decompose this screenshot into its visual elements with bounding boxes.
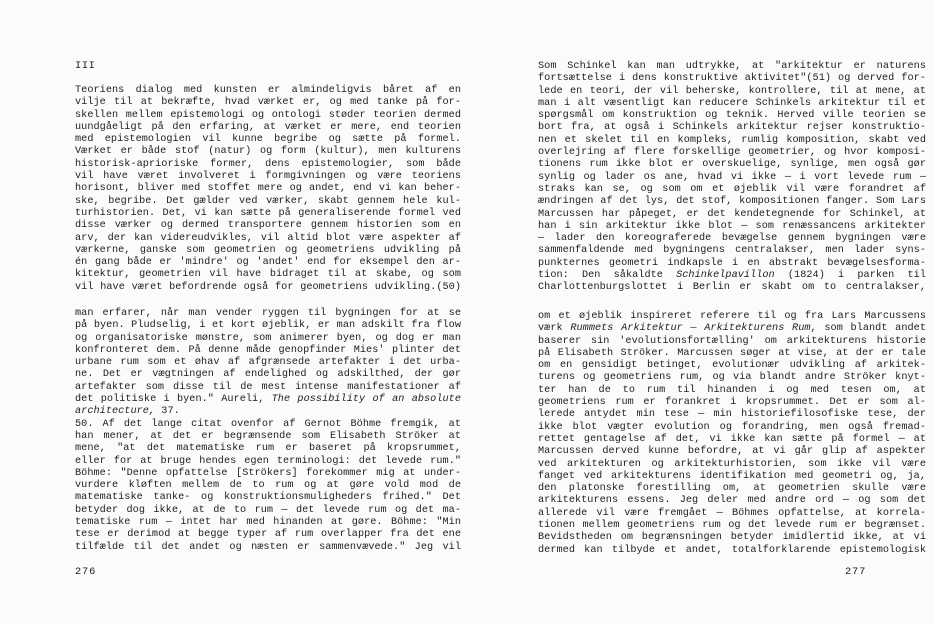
text-segment: mene, "at det matematiske rum er baseret på kropsrummet,: [75, 443, 461, 455]
text-line: [75, 146, 461, 158]
text-line: [75, 245, 461, 257]
text-line: [75, 443, 461, 455]
text-line: [538, 245, 926, 257]
text-line: [538, 110, 926, 122]
text-line: [75, 333, 461, 345]
text-line: [75, 159, 461, 171]
text-segment: vil have været involveret i formgivningen og være teoriens: [75, 171, 461, 183]
text-line: [538, 397, 926, 409]
text-segment: om en gensidigt betinget, evolutionær udvikling af arkitek-: [538, 360, 926, 372]
text-line: [538, 545, 926, 557]
text-segment: tese er derimod at begge typer af rum overlapper fra det ene: [75, 529, 461, 541]
text-line: [538, 483, 926, 495]
text-line: [75, 505, 461, 517]
italic-text: architecture,: [75, 406, 156, 418]
text-segment: tematiske rum — intet har med hinanden at gøre. Böhme: "Min: [75, 517, 461, 529]
text-line: [75, 345, 461, 357]
italic-text: The possibility of an absolute: [271, 394, 461, 406]
text-line: [538, 258, 926, 270]
text-line: [75, 369, 461, 381]
text-line: [75, 480, 461, 492]
text-line: [538, 508, 926, 520]
text-segment: ter han de to rum til hinanden i og med tesen om, at: [538, 384, 926, 396]
text-line: [75, 468, 461, 480]
text-line: [538, 323, 926, 335]
text-segment: om et øjeblik inspireret referere til og fra Lars Marcussens: [538, 311, 926, 322]
text-segment: Marcussen har påpeget, er det kendetegnende for Schinkel, at: [538, 208, 926, 220]
text-line: [75, 529, 461, 541]
text-line: [538, 336, 926, 348]
text-line: [75, 431, 461, 443]
text-segment: og organisatoriske mønstre, som animerer byen, og dog er man: [75, 332, 461, 344]
text-line: [538, 282, 926, 294]
text-line: [538, 233, 926, 245]
right-page-paragraph-1: [538, 61, 926, 295]
text-line: [75, 134, 461, 146]
text-line: [75, 419, 461, 431]
text-segment: vil have været befordrende også for geometriens udvikling.(50): [75, 281, 461, 293]
page-number-left: 276: [75, 566, 97, 578]
text-segment: tion: Den såkaldte: [538, 270, 677, 282]
text-segment: (1824) i parken til: [774, 270, 926, 282]
text-segment: man erfarer, når man vender ryggen til bygningen for at se: [75, 308, 461, 319]
text-segment: kitektur, geometrien vil have bidraget til at skabe, og som: [75, 269, 461, 281]
text-segment: Teoriens dialog med kunsten er almindeligvis båret af en: [75, 85, 461, 96]
text-segment: arv, der kan videreudvikles, vil altid blot være aspekter af: [75, 232, 461, 244]
text-line: [538, 196, 926, 208]
text-line: [538, 520, 926, 532]
text-segment: synlig og lader os ane, hvad vi ikke — i vort levede rum —: [538, 171, 926, 183]
text-line: [538, 409, 926, 421]
text-segment: turens og geometriens rum, og via blandt andre Ströker knyt-: [538, 372, 926, 384]
left-page-paragraph-1: [75, 85, 461, 294]
text-line: [538, 86, 926, 98]
text-segment: — lader den koreograferede bevægelse gennem bygningen være: [538, 233, 926, 245]
text-line: [538, 147, 926, 159]
text-line: [75, 492, 461, 504]
text-segment: tionen mellem geometriens rum og det levede rum er begrænset.: [538, 520, 926, 532]
text-segment: arkitekturens essens. Jeg deler med andre ord — og som det: [538, 495, 926, 507]
text-line: [75, 269, 461, 281]
text-line: [75, 208, 461, 220]
text-line: [75, 382, 461, 394]
text-line: [538, 348, 926, 360]
text-line: [75, 257, 461, 269]
text-line: [75, 196, 461, 208]
text-line: [538, 73, 926, 85]
text-segment: Charlottenburgslottet i Berlin er skabt om to centralakser,: [538, 282, 926, 294]
text-segment: fanget ved arkitekturens identifikation med geometri og, ja,: [538, 470, 926, 482]
text-line: [75, 183, 461, 195]
text-line: [75, 308, 461, 320]
text-segment: det politiske i byen." Aureli,: [75, 394, 272, 406]
text-segment: geometriens rum er forankret i kropsrummet. Det er som al-: [538, 397, 926, 409]
text-segment: på Elisabeth Ströker. Marcussen søger at vise, at der er tale: [538, 347, 926, 359]
text-segment: han mener, at det er begrænsende som Elisabeth Ströker at: [75, 430, 461, 442]
text-segment: tionens rum ikke blot er overskuelige, synlige, men også gør: [538, 159, 926, 171]
text-segment: Værket er både stof (natur) og form (kultur), men kulturens: [75, 146, 461, 158]
text-segment: horisont, bliver med stoffet mere og andet, end vi kan beher-: [75, 183, 461, 195]
text-segment: værkerne, ganske som geometrien og geometriens udvikling på: [75, 244, 461, 256]
text-line: [75, 320, 461, 332]
text-segment: Som Schinkel kan man udtrykke, at "arkitektur er naturens: [538, 61, 926, 72]
text-segment: lerede antydet min tese — min historiefilosofiske tese, der: [538, 409, 926, 421]
text-segment: 50. Af det lange citat ovenfor af Gernot Böhme fremgik, at: [75, 418, 461, 430]
text-segment: punkternes geometri indkapsle i en abstrakt bevægelsesforma-: [538, 257, 926, 269]
text-line: [538, 459, 926, 471]
text-segment: turhistorien. Det, vi kan sætte på generaliserende formel ved: [75, 207, 461, 219]
text-line: [75, 517, 461, 529]
text-segment: artefakter som disse til de mest intense manifestationer af: [75, 381, 461, 393]
italic-text: Schinkelpavillon: [676, 270, 775, 282]
text-segment: lede en teori, der vil beherske, kontrollere, til at mene, at: [538, 85, 926, 97]
text-segment: rettet gentagelse af det, vi ikke kan sætte på formel — at: [538, 433, 926, 445]
text-segment: vurdere kløften mellem de to rum og at gøre vold mod de: [75, 480, 461, 492]
text-line: [75, 220, 461, 232]
text-segment: Böhme: "Denne opfattelse [Strökers] forekommer mig at under-: [75, 467, 461, 479]
text-line: [538, 98, 926, 110]
text-segment: på byen. Pludselig, i et kort øjeblik, er man adskilt fra flow: [75, 320, 461, 332]
right-page-paragraph-2: [538, 311, 926, 557]
text-line: [75, 456, 461, 468]
text-segment: overlejring af flere forskellige geometrier, og hvor komposi-: [538, 147, 926, 159]
text-line: [75, 406, 461, 418]
text-segment: man i alt væsentligt kan reducere Schinkels arkitektur til et: [538, 97, 926, 109]
text-segment: sammenfaldende med bygningens centralakser, men lader syns-: [538, 245, 926, 257]
text-segment: 37.: [155, 406, 180, 418]
text-line: [538, 209, 926, 221]
text-segment: baserer sin 'evolutionsfortælling' om arkitekturens historie: [538, 335, 926, 347]
text-line: [538, 471, 926, 483]
text-line: [538, 172, 926, 184]
text-segment: fortsættelse i dens konstruktive aktivitet"(51) og derved for-: [538, 73, 926, 85]
text-line: [75, 282, 461, 294]
text-line: [538, 385, 926, 397]
text-segment: straks kan se, og som om et øjeblik vil være forandret af: [538, 183, 926, 195]
italic-text: Rummets Arkitektur — Arkitekturens Rum: [570, 323, 811, 335]
text-line: [538, 360, 926, 372]
text-line: [538, 532, 926, 544]
text-line: [75, 122, 461, 134]
text-segment: tilfælde til det andet og næsten er sammenvævede." Jeg vil: [75, 541, 461, 553]
text-line: [538, 446, 926, 458]
text-segment: konfronteret dem. På denne måde genopfinder Mies' plinter det: [75, 344, 461, 356]
text-segment: bort fra, at også i Schinkels arkitektur rejser konstruktio-: [538, 122, 926, 134]
chapter-heading: III: [75, 60, 96, 72]
text-line: [538, 372, 926, 384]
text-segment: den platonske forestilling om, at geometrien skulle være: [538, 483, 926, 495]
text-segment: én gang både er 'mindre' og 'andet' end for eksempel den ar-: [75, 257, 461, 269]
text-line: [538, 135, 926, 147]
text-line: [538, 422, 926, 434]
text-segment: ikke blot vægter evolution og forandring, men også fremad-: [538, 421, 926, 433]
text-segment: Marcussen derved kunne befordre, at vi går glip af aspekter: [538, 446, 926, 458]
text-segment: han i sin arkitektur ikke blot — som renæssancens arkitekter: [538, 220, 926, 232]
text-segment: Bevidstheden om begrænsningen betyder imidlertid ikke, at vi: [538, 532, 926, 544]
text-segment: dermed kan tilbyde et andet, totalforklarende epistemologisk: [538, 544, 926, 556]
page-number-right: 277: [845, 566, 867, 578]
text-line: [538, 270, 926, 282]
text-line: [75, 233, 461, 245]
text-segment: nen et skelet til en kompleks, rumlig komposition, skabt ved: [538, 134, 926, 146]
text-line: [75, 357, 461, 369]
text-segment: ne. Det er vægtningen af endelighed og adskilthed, der gør: [75, 369, 461, 381]
text-line: [538, 311, 926, 323]
text-segment: ændringen af det lys, det stof, kompositionen fanger. Som Lars: [538, 196, 926, 208]
text-line: [75, 85, 461, 97]
text-line: [538, 434, 926, 446]
text-line: [538, 61, 926, 73]
text-segment: skellen mellem epistemologi og ontologi støder teorien dermed: [75, 109, 461, 121]
text-line: [75, 97, 461, 109]
text-segment: ved arkitekturen og arkitekturhistorien, som ikke vil være: [538, 458, 926, 470]
text-line: [538, 184, 926, 196]
text-segment: eller for at bruge hendes egen terminologi: det levede rum.": [75, 455, 461, 467]
text-segment: spørgsmål om konstruktion og teknik. Herved ville teorien se: [538, 110, 926, 122]
text-line: [538, 159, 926, 171]
text-segment: ske, begribe. Det gælder ved værker, skabt gennem hele kul-: [75, 195, 461, 207]
text-line: [538, 495, 926, 507]
text-segment: matematiske tanke- og konstruktionsmuligheders frihed." Det: [75, 492, 461, 504]
text-segment: vilje til at bekræfte, hvad værket er, og med tanke på for-: [75, 97, 461, 109]
text-segment: urbane rum som et øhav af afgrænsede artefakter i det urba-: [75, 357, 461, 369]
text-line: [75, 171, 461, 183]
text-segment: værk: [538, 323, 571, 335]
text-segment: uundgåeligt på den erfaring, at værket er mere, end teorien: [75, 121, 461, 133]
left-page-paragraph-2: [75, 308, 461, 554]
text-line: [75, 110, 461, 122]
text-line: [75, 542, 461, 554]
text-segment: disse værker og dermed transportere gennem historien som en: [75, 220, 461, 232]
text-line: [538, 122, 926, 134]
text-line: [75, 394, 461, 406]
text-segment: med epistemologien vil kunne begribe og sætte på formel.: [75, 134, 461, 146]
text-segment: , som blandt andet: [810, 323, 926, 335]
text-segment: betyder dog ikke, at de to rum — det levede rum og det ma-: [75, 504, 461, 516]
text-segment: allerede vil være fremgået — Böhmes opfattelse, at korrela-: [538, 507, 926, 519]
text-line: [538, 221, 926, 233]
text-segment: historisk-aprioriske former, dens epistemologier, som både: [75, 158, 461, 170]
